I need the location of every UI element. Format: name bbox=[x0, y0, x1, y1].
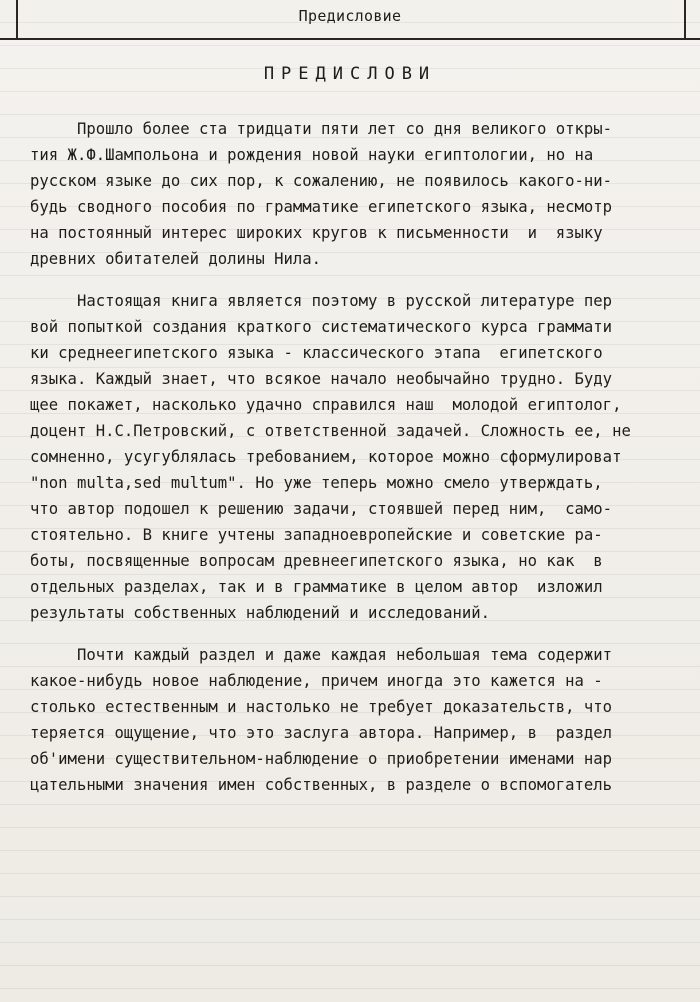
text-line: тия Ж.Ф.Шампольона и рождения новой науки египтологии, но на bbox=[30, 146, 594, 164]
text-line: древних обитателей долины Нила. bbox=[30, 250, 322, 268]
text-line: теряется ощущение, что это заслуга автора. Например, в раздел bbox=[30, 724, 613, 742]
text-line: сомненно, усугублялась требованием, которое можно сформулироват bbox=[30, 448, 622, 466]
page-header bbox=[0, 0, 700, 40]
text-line: стоятельно. В книге учтены западноевропейские и советские ра- bbox=[30, 526, 603, 544]
text-line: доцент Н.С.Петровский, с ответственной задачей. Сложность ее, не bbox=[30, 422, 631, 440]
document-body bbox=[30, 116, 698, 798]
text-line: результаты собственных наблюдений и исследований. bbox=[30, 604, 491, 622]
text-line: ки среднеегипетского языка - классического этапа египетского bbox=[30, 344, 603, 362]
text-line: Настоящая книга является поэтому в русской литературе пер bbox=[30, 292, 613, 310]
text-line: будь сводного пособия по грамматике египетского языка, несмотр bbox=[30, 198, 613, 216]
text-line: что автор подошел к решению задачи, стоявшей перед ним, само- bbox=[30, 500, 613, 518]
paragraph bbox=[30, 116, 698, 272]
text-line: об'имени существительном-наблюдение о приобретении именами нар bbox=[30, 750, 613, 768]
text-line: отдельных разделах, так и в грамматике в целом автор изложил bbox=[30, 578, 603, 596]
text-line: какое-нибудь новое наблюдение, причем иногда это кажется на - bbox=[30, 672, 603, 690]
text-line: языка. Каждый знает, что всякое начало необычайно трудно. Буду bbox=[30, 370, 613, 388]
header-title: Предисловие bbox=[298, 7, 402, 25]
text-line: на постоянный интерес широких кругов к письменности и языку bbox=[30, 224, 603, 242]
text-line: Прошло более ста тридцати пяти лет со дня великого откры- bbox=[30, 120, 613, 138]
text-line: цательными значения имен собственных, в разделе о вспомогатель bbox=[30, 776, 613, 794]
text-line: щее покажет, насколько удачно справился наш молодой египтолог, bbox=[30, 396, 622, 414]
text-line: "non multa,sed multum". Но уже теперь можно смело утверждать, bbox=[30, 474, 603, 492]
paragraph bbox=[30, 288, 698, 626]
text-line: столько естественным и настолько не требует доказательств, что bbox=[30, 698, 613, 716]
text-line: русском языке до сих пор, к сожалению, не появилось какого-ни- bbox=[30, 172, 613, 190]
text-line: вой попыткой создания краткого систематического курса граммати bbox=[30, 318, 613, 336]
text-line: Почти каждый раздел и даже каждая небольшая тема содержит bbox=[30, 646, 613, 664]
text-line: боты, посвященные вопросам древнеегипетского языка, но как в bbox=[30, 552, 603, 570]
section-heading: ПРЕДИСЛОВИ bbox=[263, 64, 437, 84]
paragraph bbox=[30, 642, 698, 798]
